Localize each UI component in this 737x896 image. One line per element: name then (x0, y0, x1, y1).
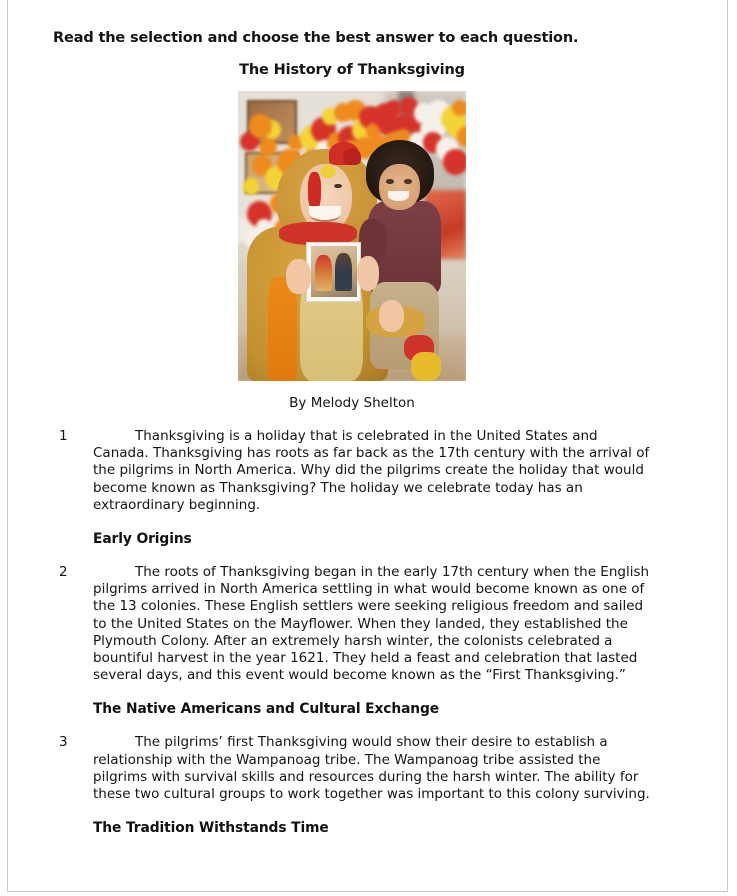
photo-balloon (243, 178, 259, 195)
article-body (53, 428, 693, 836)
photo-balloon (452, 100, 466, 117)
photo-costume-foot (411, 352, 441, 381)
paragraph-text: Thanksgiving is a holiday that is celebrated in the United States and Canada. Thanksgiving has roots as far back as the 17th century with the arrival of the pilgrims in North America. Why did the pilgrims create the holiday that would become known as Thanksgiving? The holiday we celebrate today has an extraordinary beginning. (93, 428, 650, 513)
photo-balloon (249, 114, 272, 138)
photo-child-face (379, 164, 420, 210)
section-heading: Early Origins (93, 531, 192, 548)
paragraph-number: 3 (59, 734, 68, 751)
photo-woman-smile (309, 206, 341, 223)
photo-balloon (443, 149, 466, 175)
photo-woman-right-hand (357, 256, 380, 291)
section-heading: The Native Americans and Cultural Exchange (93, 701, 440, 718)
photo-held-picture-child (335, 253, 353, 291)
photo-held-picture-woman (315, 255, 332, 291)
photo-costume-beak (320, 165, 336, 178)
photo-woman-right-eye (334, 184, 342, 189)
photo-costume-comb-secondary (343, 148, 361, 165)
article-paragraph (53, 734, 653, 803)
instruction-text: Read the selection and choose the best answer to each question. (53, 30, 579, 46)
photo-woman-holding-hand (379, 300, 404, 332)
photo-balloon (259, 137, 277, 156)
photo-held-picture-image (311, 246, 357, 297)
thanksgiving-photo (238, 91, 466, 381)
page-content (53, 0, 693, 836)
article-figure (53, 91, 693, 381)
photo-woman-left-hand (286, 259, 311, 294)
paragraph-text: The roots of Thanksgiving began in the early 17th century when the English pilgrims arrived in North America settling in what would become known as one of the 13 colonies. These English settlers were seeking religious freedom and sailed to the United States on the Mayflower. When they landed, they established the Plymouth Colony. After an extremely harsh winter, the colonists celebrated a bountiful harvest in the year 1621. They held a feast and celebration that lasted several days, and this event would become known as the “First Thanksgiving.” (93, 564, 650, 684)
paragraph-number: 1 (59, 428, 68, 444)
section-heading: The Tradition Withstands Time (93, 820, 329, 837)
article-paragraph (53, 428, 653, 514)
photo-child-left-eye (386, 179, 394, 184)
paragraph-number: 2 (59, 564, 68, 581)
author-byline: By Melody Shelton (289, 395, 415, 411)
photo-held-picture (306, 242, 360, 302)
paragraph-text: The pilgrims’ first Thanksgiving would show their desire to establish a relationship with the Wampanoag tribe. The Wampanoag tribe assisted the pilgrims with survival skills and resources during the harsh winter. The ability for these two cultural groups to work together was important to this colony surviving. (93, 734, 650, 803)
article-paragraph (53, 564, 653, 684)
page-title: The History of Thanksgiving (239, 62, 465, 78)
worksheet-page (7, 0, 728, 892)
